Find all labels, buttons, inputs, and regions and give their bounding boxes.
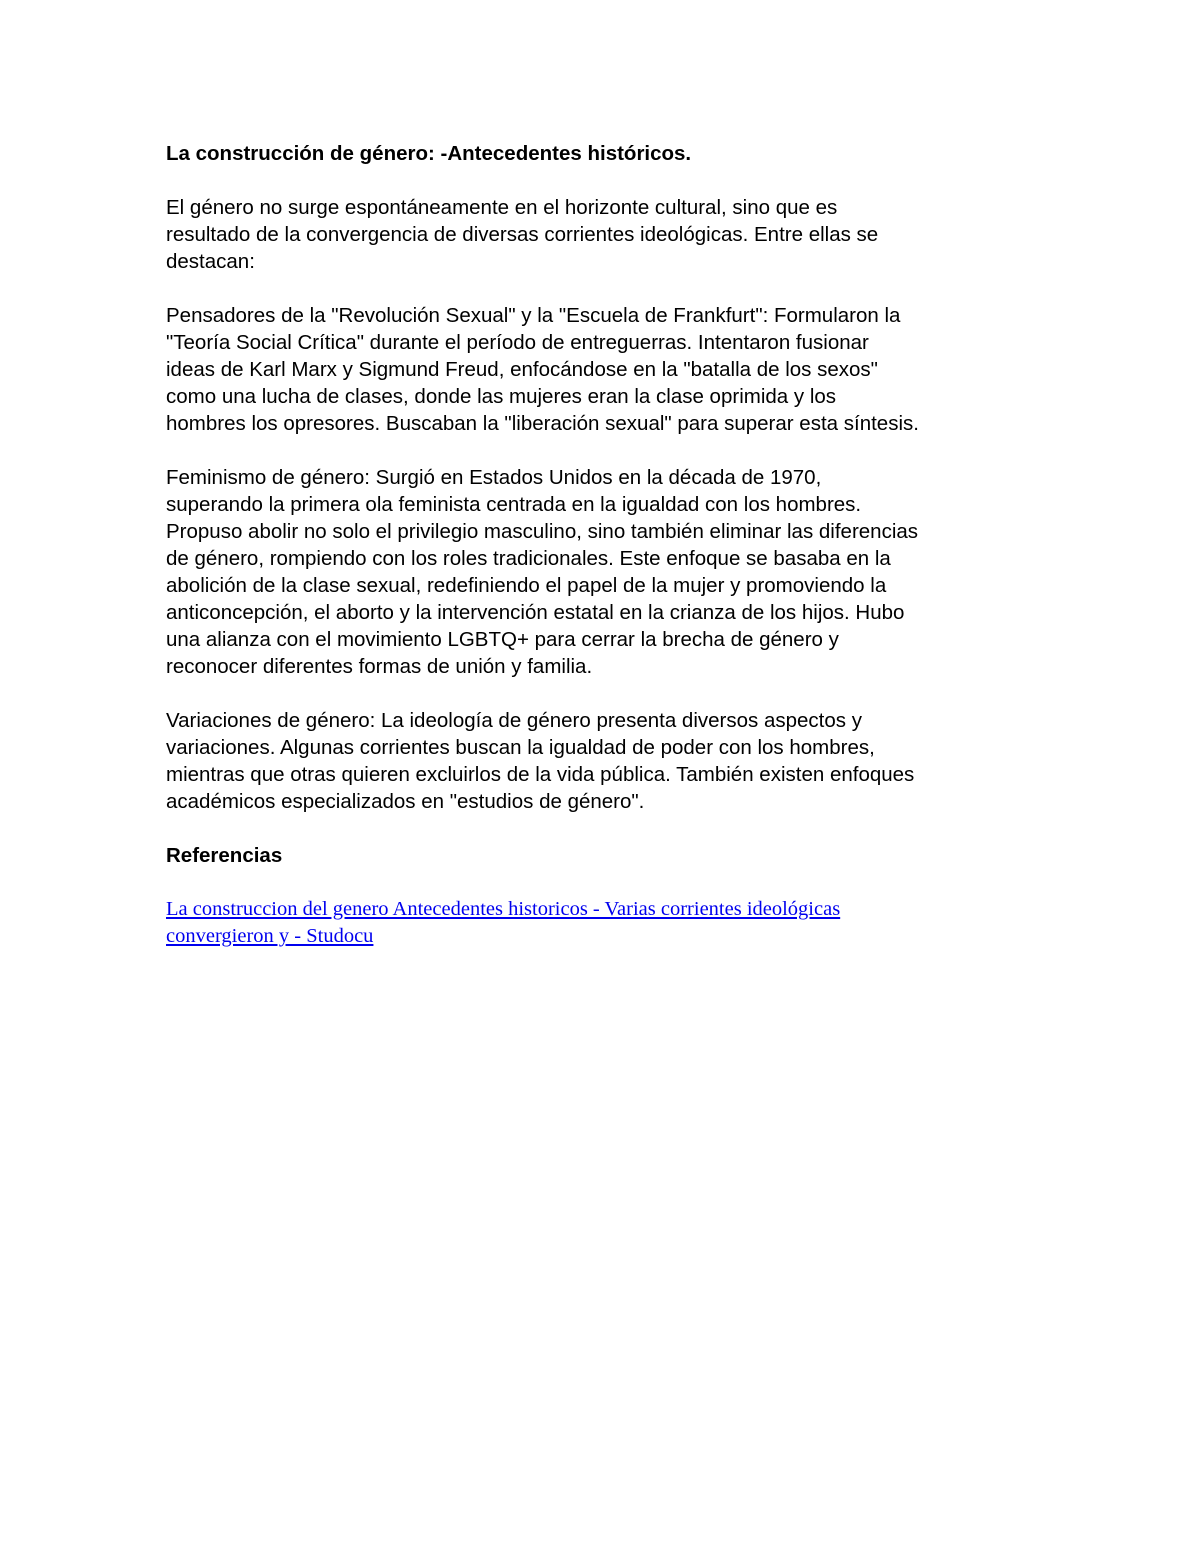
references-heading: Referencias xyxy=(166,844,283,867)
document-body xyxy=(166,140,1046,950)
feminism-paragraph: Feminismo de género: Surgió en Estados Unidos en la década de 1970, superando la primera ola feminista centrada en la igualdad con los hombres. Propuso abolir no solo el privilegio masculino, sino también eliminar las diferencias de género, rompiendo con los roles tradicionales. Este enfoque se basaba en la abolición de la clase sexual, redefiniendo el papel de la mujer y promoviendo la anticoncepción, el aborto y la intervención estatal en la crianza de los hijos. Hubo una alianza con el movimiento LGBTQ+ para cerrar la brecha de género y reconocer diferentes formas de unión y familia. xyxy=(166,466,919,678)
variations-paragraph: Variaciones de género: La ideología de género presenta diversos aspectos y variaciones. Algunas corrientes buscan la igualdad de poder con los hombres, mientras que otras quieren excluirlos de la vida pública. También existen enfoques académicos especializados en "estudios de género". xyxy=(166,709,915,813)
intro-paragraph: El género no surge espontáneamente en el horizonte cultural, sino que es resultado de la convergencia de diversas corrientes ideológicas. Entre ellas se destacan: xyxy=(166,196,879,273)
document-title: La construcción de género: -Antecedentes históricos. xyxy=(166,142,692,165)
frankfurt-paragraph: Pensadores de la "Revolución Sexual" y la "Escuela de Frankfurt": Formularon la "Teoría Social Crítica" durante el período de entreguerras. Intentaron fusionar ideas de Karl Marx y Sigmund Freud, enfocándose en la "batalla de los sexos" como una lucha de clases, donde las mujeres eran la clase oprimida y los hombres los opresores. Buscaban la "liberación sexual" para superar esta síntesis. xyxy=(166,304,919,435)
reference-link[interactable]: La construccion del genero Antecedentes historicos - Varias corrientes ideológicas convergieron y - Studocu xyxy=(166,898,841,947)
